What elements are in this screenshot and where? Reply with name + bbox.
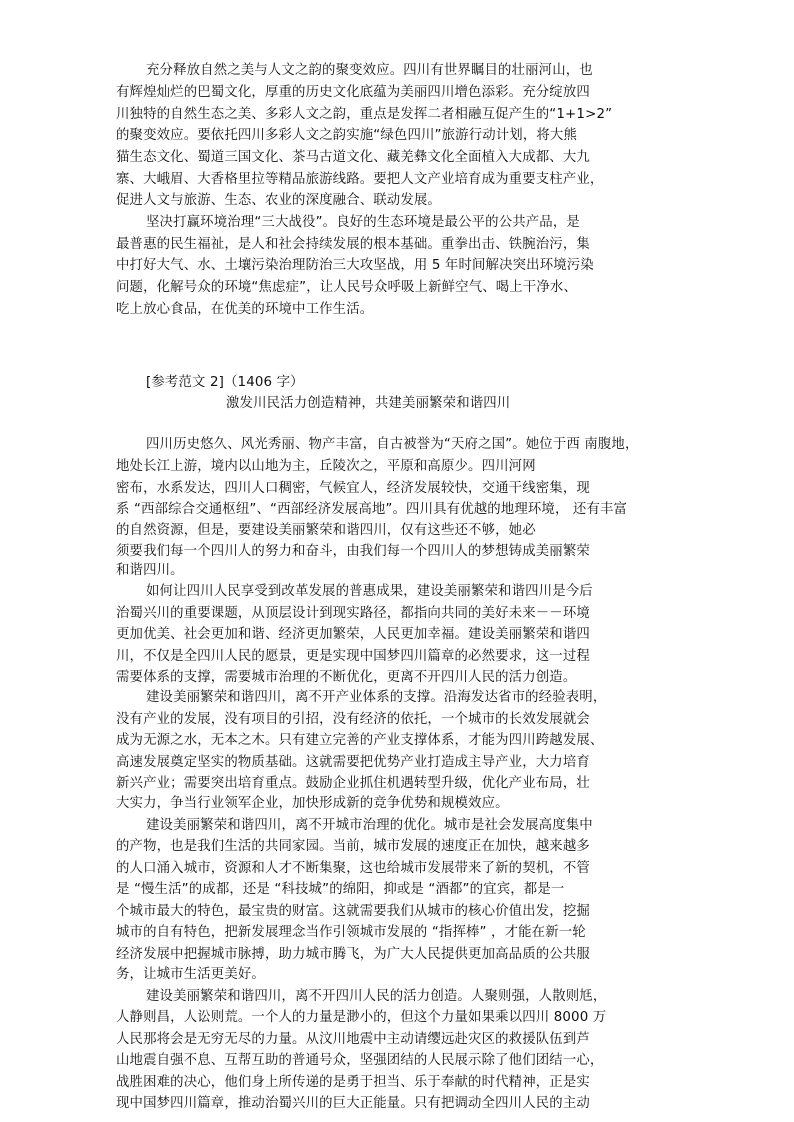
text-line: 建设美丽繁荣和谐四川，离不开产业体系的支撑。沿海发达省市的经验表明，: [146, 690, 607, 705]
text-line: 个城市最大的特色，最宝贵的财富。这就需要我们从城市的核心价值出发，挖掘: [116, 904, 590, 919]
text-line: 战胜困难的决心，他们身上所传递的是勇于担当、乐于奉献的时代精神，正是实: [116, 1075, 590, 1090]
text-line: 更加优美、社会更加和谐、经济更加繁荣，人民更加幸福。建设美丽繁荣和谐四: [116, 627, 590, 642]
text-line: 寨、大峨眉、大香格里拉等精品旅游线路。要把人文产业培育成为重要支柱产业，: [116, 172, 604, 187]
text-line: 地处长江上游，境内以山地为主，丘陵次之，平原和高原少。四川河网: [116, 459, 536, 474]
text-line: 有辉煌灿烂的巴蜀文化，厚重的历史文化底蕴为美丽四川增色添彩。充分绽放四: [116, 85, 590, 100]
text-line: 治蜀兴川的重要课题，从顶层设计到现实路径，都指向共同的美好未来－－环境: [116, 606, 590, 621]
text-line: 坚决打赢环境治理“三大战役”。良好的生态环境是最公平的公共产品，是: [146, 215, 580, 230]
text-line: 密布，水系发达，四川人口稠密，气候宜人，经济发展较快，交通干线密集，现: [116, 481, 590, 496]
text-line: 城市的自有特色，把新发展理念当作引领城市发展的 “指挥棒” ，才能在新一轮: [116, 925, 586, 940]
text-line: 经济发展中把握城市脉搏，助力城市腾飞，为广大人民提供更加高品质的公共服: [116, 947, 590, 962]
essay-title: 激发川民活力创造精神，共建美丽繁荣和谐四川: [226, 396, 511, 411]
text-line: 和谐四川。: [116, 563, 184, 578]
text-line: 新兴产业；需要突出培育重点。鼓励企业抓住机遇转型升级，优化产业布局，壮: [116, 776, 590, 791]
text-line: 吃上放心食品，在优美的环境中工作生活。: [116, 302, 374, 317]
text-line: 是 “慢生活”的成都，还是 “科技城”的绵阳，抑或是 “酒都”的宜宾，都是一: [116, 882, 565, 897]
text-line: 成为无源之水，无本之木。只有建立完善的产业支撑体系，才能为四川跨越发展、: [116, 733, 604, 748]
text-line: 务，让城市生活更美好。: [116, 967, 265, 982]
text-line: 人静则昌，人讼则荒。一个人的力量是渺小的，但这个力量如果乘以四川 8000 万: [116, 1010, 607, 1025]
text-line: 的自然资源，但是，要建设美丽繁荣和谐四川，仅有这些还不够，她必: [116, 523, 536, 538]
text-line: 的产物，也是我们生活的共同家园。当前，城市发展的速度正在加快，越来越多: [116, 839, 590, 854]
text-line: 系 “西部综合交通枢纽”、“西部经济发展高地”。四川具有优越的地理环境， 还有丰富: [116, 502, 628, 517]
text-line: 现中国梦四川篇章，推动治蜀兴川的巨大正能量。只有把调动全四川人民的主动: [116, 1096, 590, 1111]
text-line: 高速发展奠定坚实的物质基础。这就需要把优势产业打造成主导产业，大力培育: [116, 755, 590, 770]
text-line: 充分释放自然之美与人文之韵的聚变效应。四川有世界瞩目的壮丽河山，也: [146, 63, 593, 78]
text-line: 四川历史悠久、风光秀丽、物产丰富，自古被誉为“天府之国”。她位于西 南腹地，: [146, 437, 639, 452]
text-line: 川，不仅是全四川人民的愿景，更是实现中国梦四川篇章的必然要求，这一过程: [116, 649, 590, 664]
text-line: 的聚变效应。要依托四川多彩人文之韵实施“绿色四川”旅游行动计划，将大熊: [116, 128, 578, 143]
text-line: 中打好大气、水、土壤污染治理防治三大攻坚战，用 5 年时间解决突出环境污染: [116, 258, 594, 273]
text-line: 建设美丽繁荣和谐四川，离不开四川人民的活力创造。人聚则强，人散则尪，: [146, 989, 607, 1004]
text-line: 如何让四川人民享受到改革发展的普惠成果，建设美丽繁荣和谐四川是今后: [146, 584, 593, 599]
text-line: 问题，化解号众的环境“焦虑症”，让人民号众呼吸上新鲜空气、喝上干净水、: [116, 280, 578, 295]
reference-label: [参考范文 2]（1406 字）: [146, 375, 304, 390]
text-line: 建设美丽繁荣和谐四川，离不开城市治理的优化。城市是社会发展高度集中: [146, 818, 593, 833]
text-line: 促进人文与旅游、生态、农业的深度融合、联动发展。: [116, 193, 441, 208]
text-line: 没有产业的发展，没有项目的引招，没有经济的依托，一个城市的长效发展就会: [116, 712, 590, 727]
text-line: 山地震自强不息、互帮互助的普通号众，坚强团结的人民展示除了他们团结一心，: [116, 1053, 604, 1068]
text-line: 最普惠的民生福祉，是人和社会持续发展的根本基础。重拳出击、铁腕治污，集: [116, 237, 590, 252]
text-line: 须要我们每一个四川人的努力和奋斗，由我们每一个四川人的梦想铸成美丽繁荣: [116, 544, 590, 559]
text-line: 人民那将会是无穷无尽的力量。从汶川地震中主动请缨远赴灾区的救援队伍到芦: [116, 1032, 590, 1047]
text-line: 的人口涌入城市，资源和人才不断集聚，这也给城市发展带来了新的契机，不管: [116, 861, 590, 876]
text-line: 大实力，争当行业领军企业，加快形成新的竞争优势和规模效应。: [116, 796, 509, 811]
text-line: 川独特的自然生态之美、多彩人文之韵，重点是发挥二者相融互促产生的“1+1>2”: [116, 107, 613, 122]
text-line: 猫生态文化、蜀道三国文化、茶马古道文化、藏羌彝文化全面植入大成都、大九: [116, 150, 590, 165]
text-line: 需要体系的支撑，需要城市治理的不断优化，更离不开四川人民的活力创造。: [116, 670, 577, 685]
